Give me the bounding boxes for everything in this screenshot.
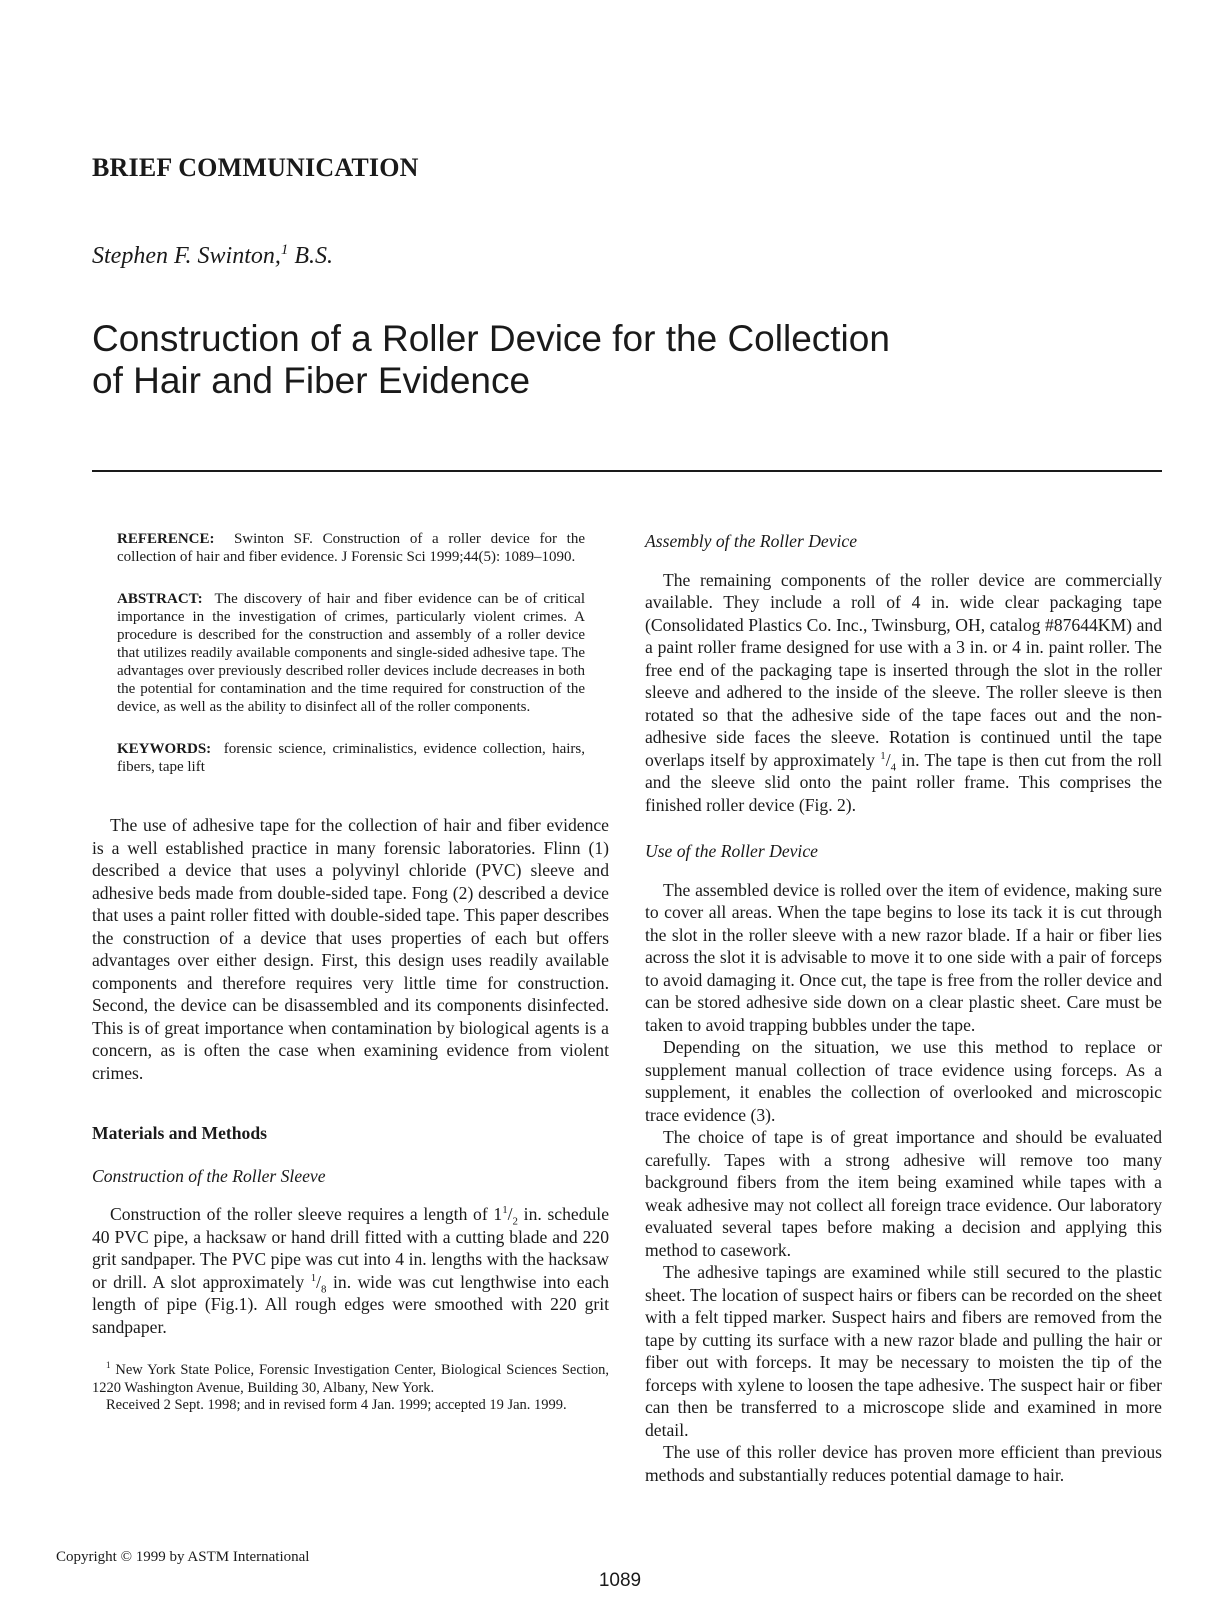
- sleeve-paragraph: Construction of the roller sleeve requires a length of $1^1/_2$ in. schedule 40 PVC pipe, a hacksaw or hand drill fitted with a cutting blade and 220 grit sandpaper. The PVC pipe was cut into 4 in. lengths with the hacksaw or drill. A slot approximately $^1/_8$ in. wide was cut lengthwise into each length of pipe (Fig.1). All rough edges were smoothed with 220 grit sandpaper.: [92, 1204, 610, 1337]
- use-paragraph-3: The choice of tape is of great importance and should be evaluated carefully. Tapes with a strong adhesive will remove too many background fibers from the item being examined while tapes with a weak adhesive may not collect all foreign trace evidence. Our laboratory evaluated several tapes before making a decision and applying this method to casework.: [645, 1127, 1162, 1260]
- sleeve-subheading: Construction of the Roller Sleeve: [92, 1165, 326, 1186]
- reference-paragraph: [117, 530, 585, 566]
- title-line-1: Construction of a Roller Device for the Collection: [92, 318, 890, 359]
- fraction-numerator: 1: [880, 749, 886, 762]
- fraction-numerator: 1: [502, 1204, 508, 1217]
- reference-label: REFERENCE:: [117, 531, 215, 547]
- use-paragraph-2: Depending on the situation, we use this method to replace or supplement manual collection of trace evidence using forceps. As a supplement, it enables the collection of overlooked and microscopic trace evidence (3).: [645, 1037, 1162, 1125]
- assembly-paragraph: The remaining components of the roller device are commercially available. They include a roll of 4 in. wide clear packaging tape (Consolidated Plastics Co. Inc., Twinsburg, OH, catalog #87644KM) and a paint roller frame designed for use with a 3 in. or 4 in. paint roller. The free end of the packaging tape is inserted through the slot in the roller sleeve and adhered to the inside of the sleeve. The roller sleeve is then rotated so that the adhesive side of the tape faces out and the non-adhesive side faces the sleeve. Rotation is continued until the tape overlaps itself by approximately $^1/_4$ in. The tape is then cut from the roll and the sleeve slid onto the paint roller frame. This comprises the finished roller device (Fig. 2).: [645, 569, 1163, 815]
- sleeve-text-c: in. wide was cut lengthwise into each length of pipe (Fig.1). All rough edges were smoothed with 220 grit sandpaper.: [92, 1271, 609, 1337]
- use-paragraph-5: The use of this roller device has proven more efficient than previous methods and substantially reduces potential damage to hair.: [645, 1442, 1162, 1485]
- abstract-label: ABSTRACT:: [117, 591, 203, 607]
- abstract-block: [117, 530, 585, 776]
- received-dates: Received 2 Sept. 1998; and in revised form 4 Jan. 1999; accepted 19 Jan. 1999.: [106, 1397, 567, 1413]
- use-paragraph-1: The assembled device is rolled over the item of evidence, making sure to cover all areas. When the tape begins to lose its tack it is cut through the slot in the roller sleeve with a new razor blade. If a hair or fiber lies across the slot it is advisable to move it to one side with a pair of forceps to avoid damaging it. Once cut, the tape is free from the roller device and can be stored adhesive side down on a clear plastic sheet. Care must be taken to avoid trapping bubbles under the tape.: [645, 879, 1162, 1035]
- author-degree: B.S.: [288, 243, 333, 269]
- assembly-text-a: The remaining components of the roller device are commercially available. They include a roll of 4 in. wide clear packaging tape (Consolidated Plastics Co. Inc., Twinsburg, OH, catalog #87644KM) and a paint roller frame designed for use with a 3 in. or 4 in. paint roller. The free end of the packaging tape is inserted through the slot in the roller sleeve and adhered to the inside of the sleeve. The roller sleeve is then rotated so that the adhesive side of the tape faces out and the non-adhesive side faces the sleeve. Rotation is continued until the tape overlaps itself by approximately: [645, 569, 1162, 770]
- assembly-subheading: Assembly of the Roller Device: [645, 531, 858, 551]
- intro-paragraph: The use of adhesive tape for the collection of hair and fiber evidence is a well established practice in many forensic laboratories. Flinn (1) described a device that uses a polyvinyl chloride (PVC) sleeve and adhesive beds made from double-sided tape. Fong (2) described a device that uses a paint roller fitted with double-sided tape. This paper describes the construction of a device that uses properties of each but offers advantages over either design. First, this design uses readily available components and therefore requires very little time for construction. Second, the device can be disassembled and its components disinfected. This is of great importance when contamination by biological agents is a concern, as is often the case when examining evidence from violent crimes.: [92, 815, 609, 1083]
- left-column: [92, 530, 609, 1415]
- fraction-denominator: 2: [512, 1215, 518, 1228]
- section-label: BRIEF COMMUNICATION: [92, 153, 419, 182]
- author-name: Stephen F. Swinton,: [92, 243, 281, 269]
- fraction-numerator: 1: [310, 1271, 317, 1284]
- title-line-2: of Hair and Fiber Evidence: [92, 360, 531, 401]
- use-section: [645, 840, 1162, 1486]
- abstract-paragraph: [117, 590, 585, 716]
- keywords-label: KEYWORDS:: [117, 741, 212, 757]
- sleeve-text-a: Construction of the roller sleeve requires a length of 1: [110, 1204, 503, 1224]
- sleeve-text-b: in. schedule 40 PVC pipe, a hacksaw or hand drill fitted with a cutting blade and 220 grit sandpaper. The PVC pipe was cut into 4 in. lengths with the hacksaw or drill. A slot approximately: [92, 1204, 610, 1292]
- right-column: [645, 530, 1162, 1486]
- author-line: [92, 243, 333, 270]
- use-paragraph-4: The adhesive tapings are examined while still secured to the plastic sheet. The location of suspect hairs or fibers can be recorded on the sheet with a felt tipped marker. Suspect hairs and fibers are removed from the tape by cutting its surface with a new razor blade and pulling the hair or fiber out with forceps. It may be necessary to moisten the tip of the forceps with xylene to loosen the tape adhesive. The suspect hair or fiber can then be transferred to a microscope slide and examined in more detail.: [645, 1262, 1162, 1440]
- assembly-section: [645, 530, 1162, 816]
- paper-title: [92, 318, 1012, 402]
- fraction-denominator: 4: [890, 761, 897, 774]
- reference-text: Swinton SF. Construction of a roller device for the collection of hair and fiber evidence. J Forensic Sci 1999;44(5): 1089–1090.: [117, 531, 585, 565]
- footnote-1: [92, 1362, 609, 1397]
- fraction-denominator: 8: [321, 1283, 327, 1296]
- page-number: 1089: [598, 1570, 642, 1591]
- header-rule: [92, 470, 1162, 472]
- assembly-text-b: in. The tape is then cut from the roll and the sleeve slid onto the paint roller frame. This comprises the finished roller device (Fig. 2).: [645, 749, 1163, 815]
- keywords-paragraph: [117, 740, 585, 776]
- materials-section: [92, 1122, 609, 1338]
- footnote-marker: 1: [106, 1360, 111, 1371]
- footnote-1-text: New York State Police, Forensic Investigation Center, Biological Sciences Section, 1220 Washington Avenue, Building 30, Albany, New York.: [92, 1362, 609, 1396]
- author-footnote-marker: 1: [280, 242, 289, 258]
- use-subheading: Use of the Roller Device: [645, 841, 818, 861]
- materials-heading: Materials and Methods: [92, 1123, 267, 1143]
- copyright-notice: Copyright © 1999 by ASTM International: [56, 1549, 310, 1565]
- abstract-text: The discovery of hair and fiber evidence can be of critical importance in the investigation of crimes, particularly violent crimes. A procedure is described for the construction and assembly of a roller device that utilizes readily available components and single-sided adhesive tape. The advantages over previously described roller devices include decreases in both the potential for contamination and the time required for construction of the device, as well as the ability to disinfect all of the roller components.: [117, 591, 585, 715]
- footnotes: [92, 1362, 609, 1415]
- keywords-text: forensic science, criminalistics, evidence collection, hairs, fibers, tape lift: [117, 741, 585, 775]
- intro-section: [92, 814, 609, 1084]
